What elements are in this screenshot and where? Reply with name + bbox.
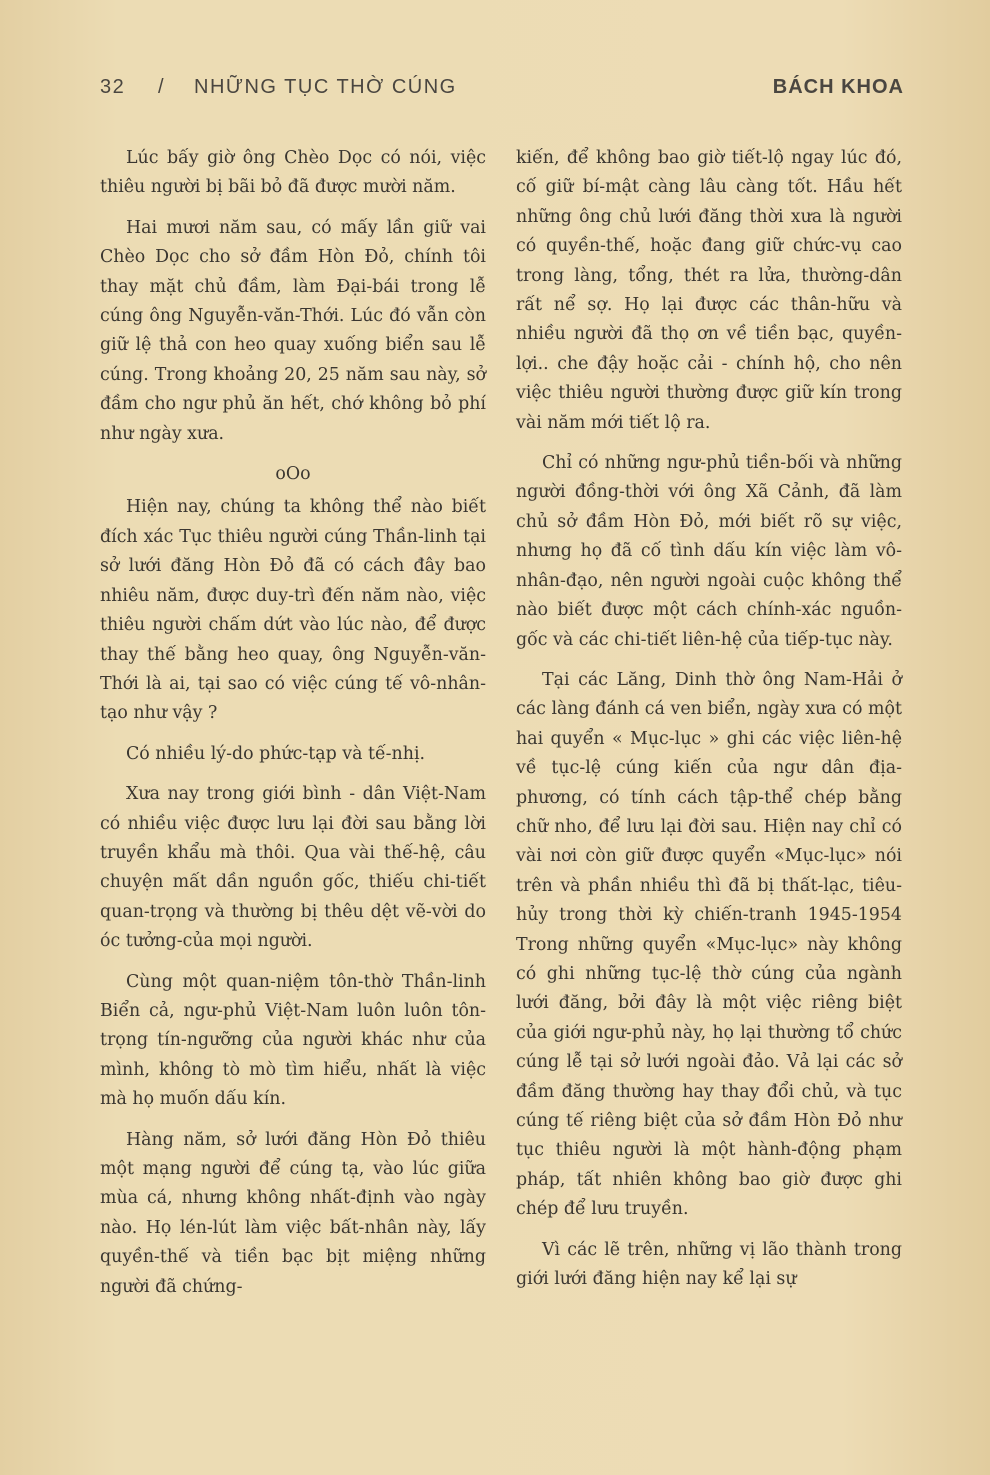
paragraph: Có nhiều lý-do phức-tạp và tế-nhị. (126, 743, 426, 764)
paragraph: Hàng năm, sở lưới đăng Hòn Đỏ thiêu một mạng người để cúng tạ, vào lúc giữa mùa cá, nhưng không nhất-định vào ngày nào. Họ lén-lút làm việc bất-nhân này, lấy quyền-thế và tiền bạc bịt miệng những người đã chứng- (100, 1129, 486, 1297)
page-header (100, 76, 904, 110)
section-title: NHỮNG TỤC THỜ CÚNG (194, 76, 457, 98)
paragraph: Vì các lẽ trên, những vị lão thành trong giới lưới đăng hiện nay kể lại sự (516, 1239, 902, 1290)
page-number: 32 (100, 76, 126, 98)
magazine-name: BÁCH KHOA (772, 76, 904, 98)
paragraph: kiến, để không bao giờ tiết-lộ ngay lúc đó, cố giữ bí-mật càng lâu càng tốt. Hầu hết những ông chủ lưới đăng thời xưa là người có quyền-thế, hoặc đang giữ chức-vụ cao trong làng, tổng, thét ra lửa, thường-dân rất nể sợ. Họ lại được các thân-hữu và nhiều người đã thọ ơn về tiền bạc, quyền-lợi.. che đậy hoặc cải - chính hộ, cho nên việc thiêu người thường được giữ kín trong vài năm mới tiết lộ ra. (516, 148, 902, 433)
header-separator: / (158, 76, 166, 98)
right-column (516, 144, 902, 1305)
section-divider: oOo (275, 464, 311, 485)
paragraph: Tại các Lăng, Dinh thờ ông Nam-Hải ở các làng đánh cá ven biển, ngày xưa có một hai quyển « Mục-lục » ghi các việc liên-hệ về tục-lệ cúng kiến của ngư dân địa-phương, có tính cách tập-thể chép bằng chữ nho, để lưu lại đời sau. Hiện nay chỉ có vài nơi còn giữ được quyển «Mục-lục» nói trên và phần nhiều thì đã bị thất-lạc, tiêu-hủy trong thời kỳ chiến-tranh 1945-1954 Trong những quyển «Mục-lục» này không có ghi những tục-lệ thờ cúng của ngành lưới đăng, bởi đây là một việc riêng biệt của giới ngư-phủ này, họ lại thường tổ chức cúng lễ tại sở lưới ngoài đảo. Vả lại các sở đầm đăng thường hay thay đổi chủ, và tục cúng tế riêng biệt của sở đầm Hòn Đỏ như tục thiêu người là một hành-động phạm pháp, tất nhiên không bao giờ được ghi chép để lưu truyền. (516, 669, 902, 1220)
paragraph: Cùng một quan-niệm tôn-thờ Thần-linh Biển cả, ngư-phủ Việt-Nam luôn luôn tôn-trọng tín-ngưỡng của người khác như của mình, không tò mò tìm hiểu, nhất là việc mà họ muốn dấu kín. (100, 971, 486, 1110)
paragraph: Lúc bấy giờ ông Chèo Dọc có nói, việc thiêu người bị bãi bỏ đã được mười năm. (100, 148, 486, 198)
paragraph: Hiện nay, chúng ta không thể nào biết đích xác Tục thiêu người cúng Thần-linh tại sở lưới đăng Hòn Đỏ đã có cách đây bao nhiêu năm, được duy-trì đến năm nào, việc thiêu người chấm dứt vào lúc nào, để được thay thế bằng heo quay, ông Nguyễn-văn-Thới là ai, tại sao có việc cúng tế vô-nhân-tạo như vậy ? (100, 497, 486, 724)
paragraph: Hai mươi năm sau, có mấy lần giữ vai Chèo Dọc cho sở đầm Hòn Đỏ, chính tôi thay mặt chủ đầm, làm Đại-bái trong lễ cúng ông Nguyễn-văn-Thới. Lúc đó vẫn còn giữ lệ thả con heo quay xuống biển sau lễ cúng. Trong khoảng 20, 25 năm sau này, sở đầm cho ngư phủ ăn hết, chớ không bỏ phí như ngày xưa. (100, 217, 486, 444)
left-column (100, 144, 486, 1313)
paragraph: Chỉ có những ngư-phủ tiền-bối và những người đồng-thời với ông Xã Cảnh, đã làm chủ sở đầm Hòn Đỏ, mới biết rõ sự việc, nhưng họ đã cố tình dấu kín việc làm vô-nhân-đạo, nên người ngoài cuộc không thể nào biết được một cách chính-xác nguồn-gốc và các chi-tiết liên-hệ của tiếp-tục này. (516, 453, 902, 650)
paragraph: Xưa nay trong giới bình - dân Việt-Nam có nhiều việc được lưu lại đời sau bằng lời truyền khẩu mà thôi. Qua vài thế-hệ, câu chuyện mất dần nguồn gốc, thiếu chi-tiết quan-trọng và thường bị thêu dệt vẽ-vời do óc tưởng-của mọi người. (100, 784, 486, 952)
